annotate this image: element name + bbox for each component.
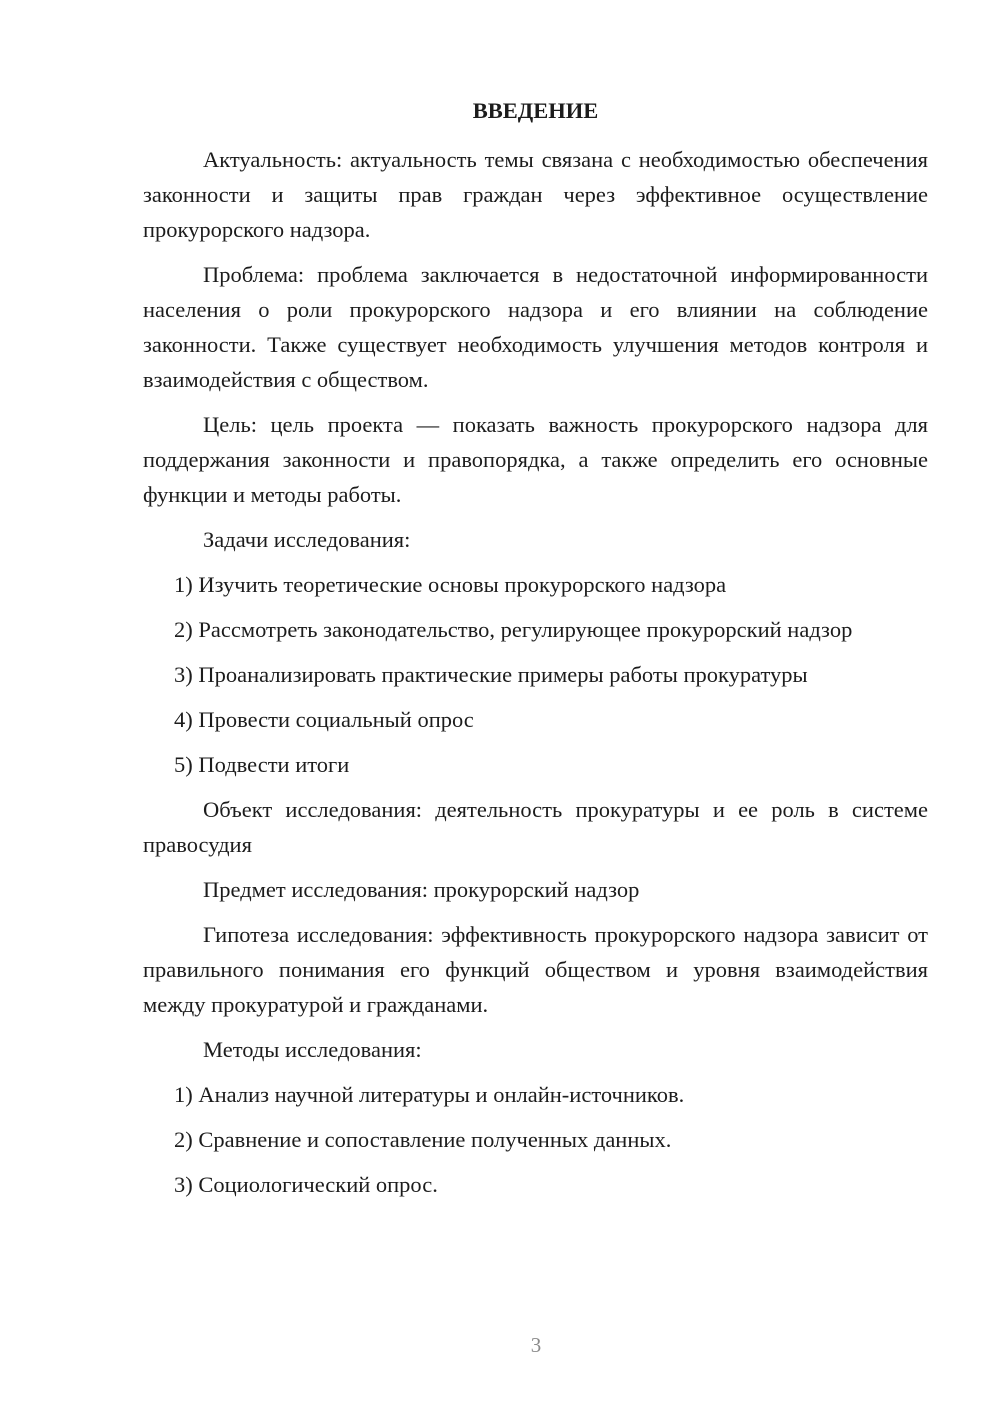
goal-paragraph: Цель: цель проекта — показать важность прокурорского надзора для поддержания законности и правопорядка, а также определить его основные функции и методы работы.	[143, 412, 928, 507]
task-item: 2) Рассмотреть законодательство, регулирующее прокурорский надзор	[174, 617, 853, 642]
methods-list	[143, 1077, 928, 1202]
document-body	[143, 96, 928, 1212]
task-item: 3) Проанализировать практические примеры работы прокуратуры	[174, 662, 808, 687]
method-item: 2) Сравнение и сопоставление полученных данных.	[174, 1127, 672, 1152]
method-item: 3) Социологический опрос.	[174, 1172, 438, 1197]
section-title: ВВЕДЕНИЕ	[472, 98, 599, 123]
problem-paragraph: Проблема: проблема заключается в недостаточной информированности населения о роли прокурорского надзора и его влиянии на соблюдение законности. Также существует необходимость улучшения методов контроля и взаимодействия с обществом.	[143, 262, 928, 392]
tasks-heading: Задачи исследования:	[203, 527, 411, 552]
tasks-list	[143, 567, 928, 782]
methods-heading: Методы исследования:	[203, 1037, 422, 1062]
subject-paragraph: Предмет исследования: прокурорский надзор	[203, 877, 640, 902]
relevance-paragraph: Актуальность: актуальность темы связана с необходимостью обеспечения законности и защиты прав граждан через эффективное осуществление прокурорского надзора.	[143, 147, 928, 242]
hypothesis-paragraph: Гипотеза исследования: эффективность прокурорского надзора зависит от правильного понимания его функций обществом и уровня взаимодействия между прокуратурой и гражданами.	[143, 922, 928, 1017]
task-item: 1) Изучить теоретические основы прокурорского надзора	[174, 572, 727, 597]
method-item: 1) Анализ научной литературы и онлайн-источников.	[174, 1082, 685, 1107]
task-item: 5) Подвести итоги	[174, 752, 350, 777]
object-paragraph: Объект исследования: деятельность прокуратуры и ее роль в системе правосудия	[143, 797, 928, 857]
task-item: 4) Провести социальный опрос	[174, 707, 474, 732]
page-number: 3	[530, 1333, 542, 1357]
